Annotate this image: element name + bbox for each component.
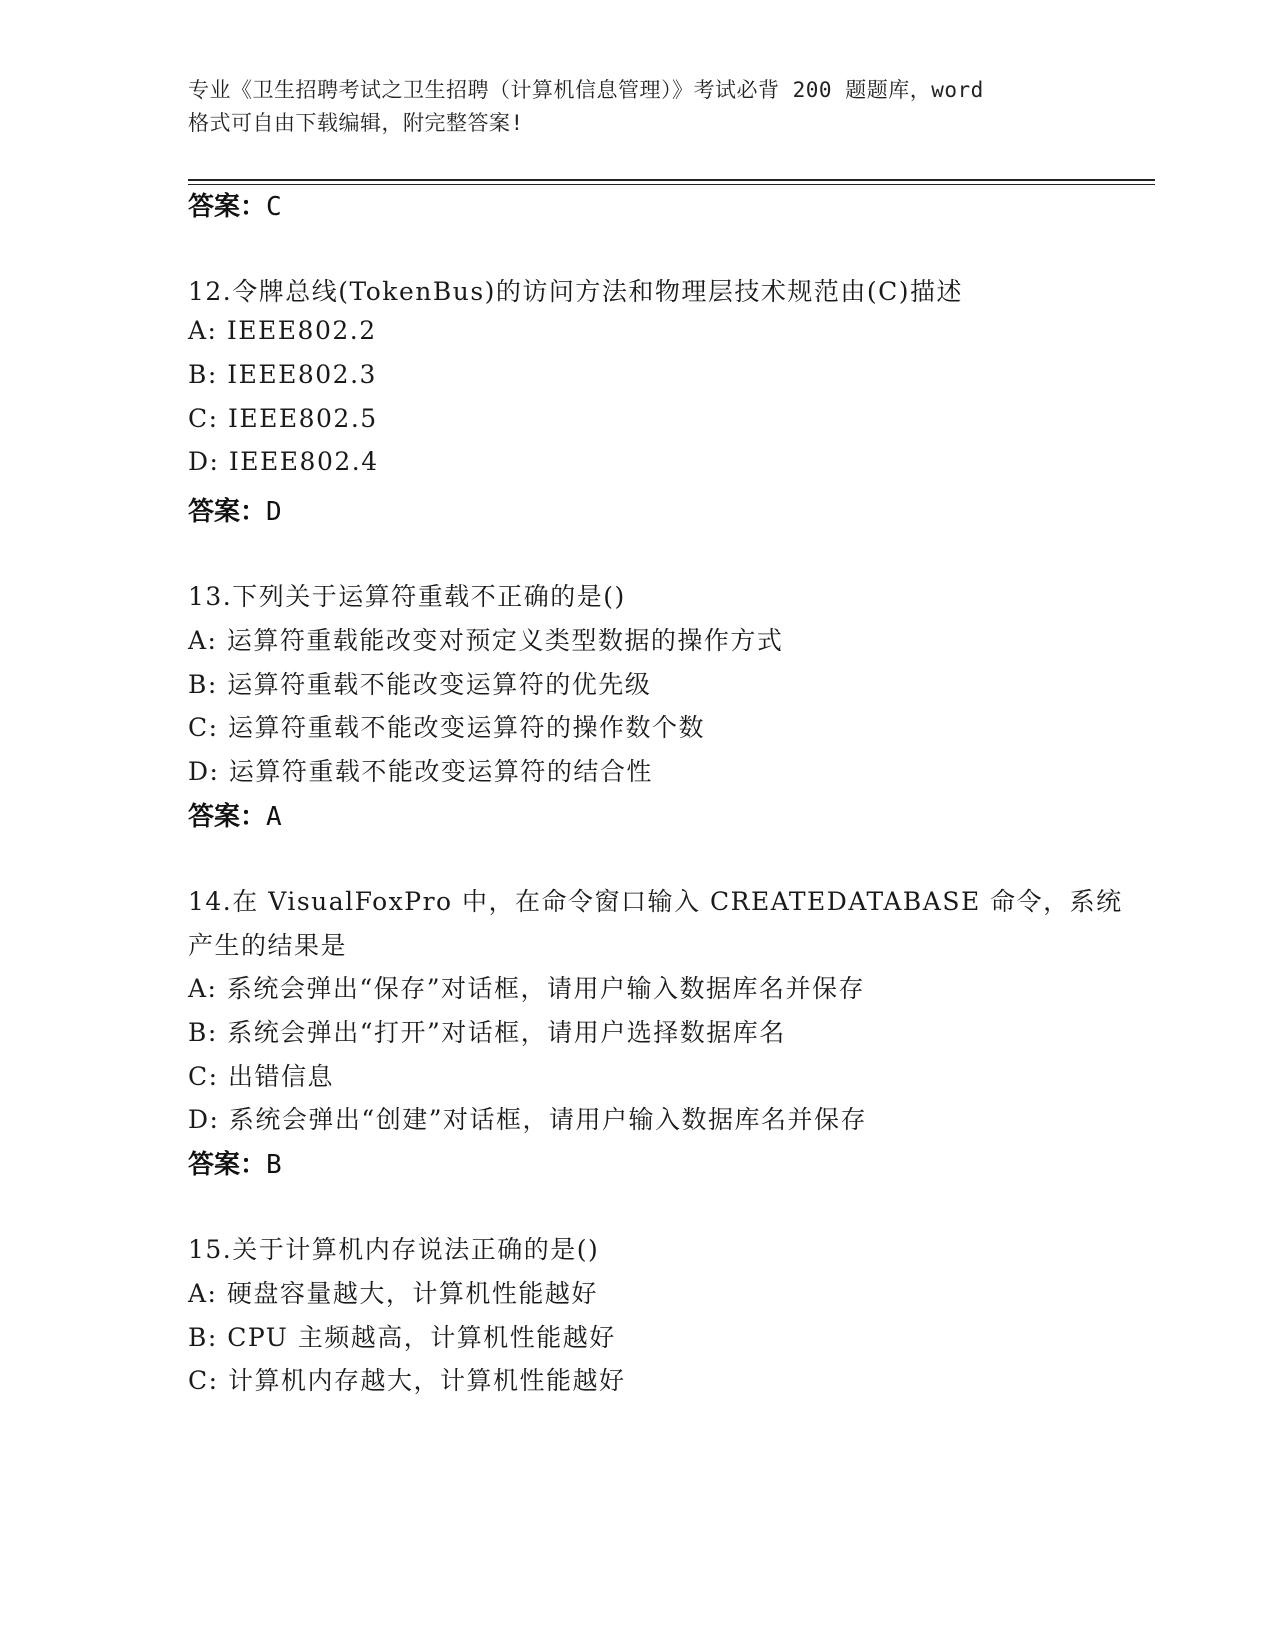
- option-b: B: CPU 主频越高，计算机性能越好: [188, 1323, 616, 1352]
- question-stem: 12.令牌总线(TokenBus)的访问方法和物理层技术规范由(C)描述: [188, 277, 964, 306]
- option-b: B: 系统会弹出“打开”对话框，请用户选择数据库名: [188, 1018, 786, 1047]
- document-header: [188, 74, 1088, 140]
- question-stem: 13.下列关于运算符重载不正确的是(): [188, 582, 626, 611]
- answer-value: C: [266, 192, 282, 222]
- answer-line: [188, 186, 282, 223]
- option-d: D: 运算符重载不能改变运算符的结合性: [188, 757, 653, 786]
- option-c: C: 出错信息: [188, 1062, 334, 1091]
- question-stem: 14.在 VisualFoxPro 中，在命令窗口输入 CREATEDATABASE 命令，系统: [188, 887, 1123, 916]
- answer-line: [188, 1144, 282, 1181]
- answer-label: 答案：: [188, 192, 267, 222]
- answer-line: [188, 491, 282, 528]
- option-d: D: 系统会弹出“创建”对话框，请用户输入数据库名并保存: [188, 1105, 867, 1134]
- header-line-2: 格式可自由下载编辑，附完整答案!: [188, 111, 524, 135]
- option-b: B: IEEE802.3: [188, 360, 377, 389]
- answer-label: 答案：: [188, 802, 267, 832]
- option-a: A: 硬盘容量越大，计算机性能越好: [188, 1279, 598, 1308]
- answer-label: 答案：: [188, 497, 267, 527]
- answer-value: B: [266, 1150, 282, 1180]
- header-divider-thick: [188, 179, 1155, 181]
- answer-line: [188, 796, 282, 833]
- option-b: B: 运算符重载不能改变运算符的优先级: [188, 670, 652, 699]
- answer-value: D: [266, 497, 282, 527]
- option-c: C: 运算符重载不能改变运算符的操作数个数: [188, 713, 705, 742]
- question-stem-continued: 产生的结果是: [188, 931, 348, 960]
- option-a: A: IEEE802.2: [188, 316, 377, 345]
- question-stem: 15.关于计算机内存说法正确的是(): [188, 1235, 600, 1264]
- header-line-1: 专业《卫生招聘考试之卫生招聘（计算机信息管理）》考试必背 200 题题库，word: [188, 78, 984, 102]
- option-a: A: 运算符重载能改变对预定义类型数据的操作方式: [188, 626, 784, 655]
- option-a: A: 系统会弹出“保存”对话框，请用户输入数据库名并保存: [188, 974, 865, 1003]
- answer-label: 答案：: [188, 1150, 267, 1180]
- answer-value: A: [266, 802, 282, 832]
- option-c: C: IEEE802.5: [188, 404, 378, 433]
- option-c: C: 计算机内存越大，计算机性能越好: [188, 1366, 626, 1395]
- option-d: D: IEEE802.4: [188, 447, 379, 476]
- header-divider-thin: [188, 184, 1155, 185]
